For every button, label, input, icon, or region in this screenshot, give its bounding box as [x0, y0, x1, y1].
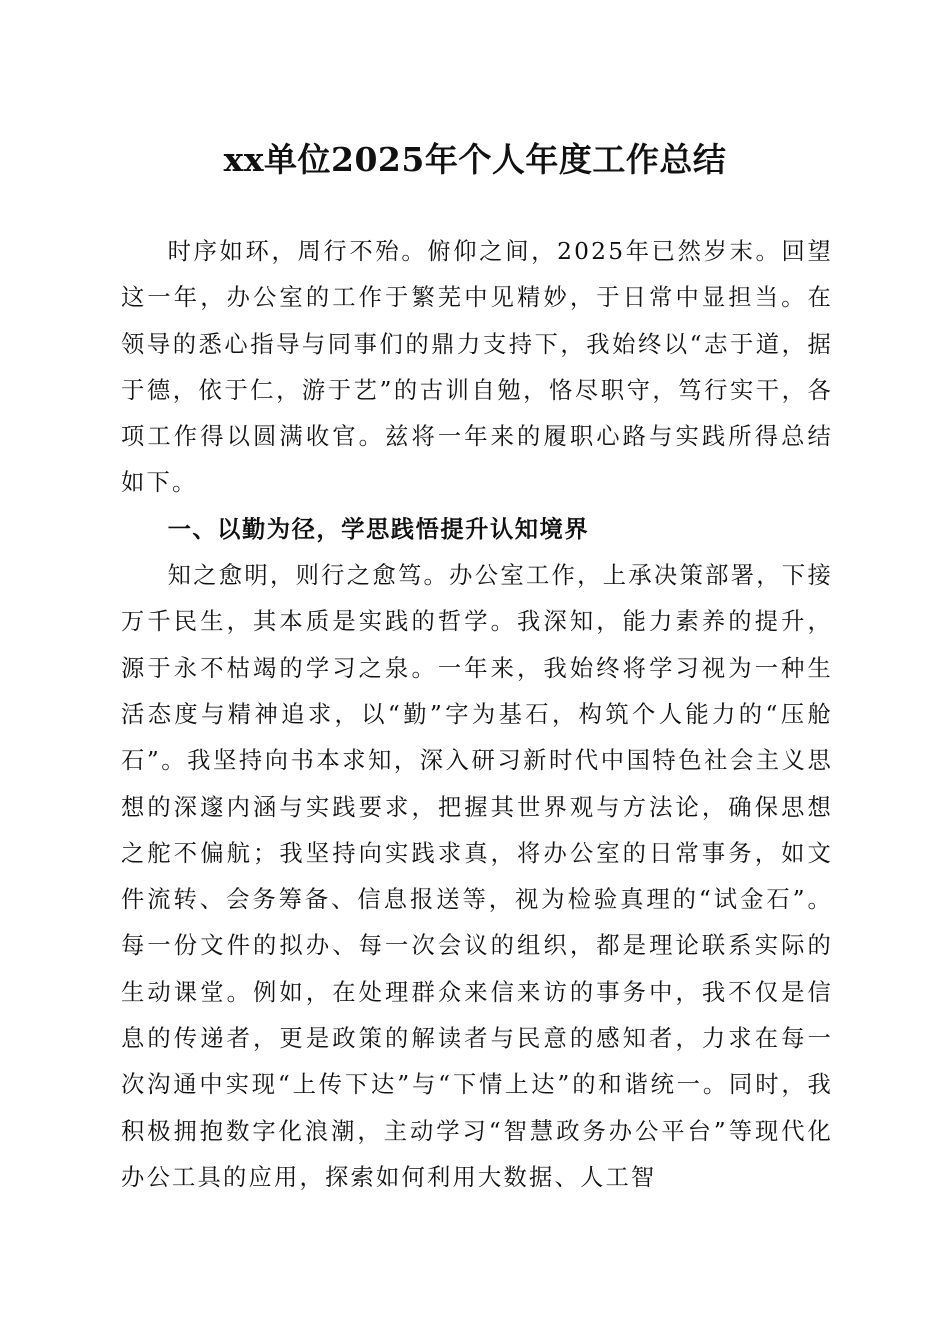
document-body [121, 229, 833, 1201]
document-title: xx单位2025年个人年度工作总结 [223, 140, 727, 179]
section-heading-1: 一、以勤为径，学思践悟提升认知境界 [167, 515, 590, 543]
intro-paragraph: 时序如环，周行不殆。俯仰之间，2025年已然岁末。回望这一年，办公室的工作于繁芜中见精妙，于日常中显担当。在领导的悉心指导与同事们的鼎力支持下，我始终以“志于道，据于德，依于仁，游于艺”的古训自勉，恪尽职守，笃行实干，各项工作得以圆满收官。兹将一年来的履职心路与实践所得总结如下。 [121, 238, 833, 497]
section-1-paragraph: 知之愈明，则行之愈笃。办公室工作，上承决策部署，下接万千民生，其本质是实践的哲学。我深知，能力素养的提升，源于永不枯竭的学习之泉。一年来，我始终将学习视为一种生活态度与精神追求，以“勤”字为基石，构筑个人能力的“压舱石”。我坚持向书本求知，深入研习新时代中国特色社会主义思想的深邃内涵与实践要求，把握其世界观与方法论，确保思想之舵不偏航；我坚持向实践求真，将办公室的日常事务，如文件流转、会务筹备、信息报送等，视为检验真理的“试金石”。每一份文件的拟办、每一次会议的组织，都是理论联系实际的生动课堂。例如，在处理群众来信来访的事务中，我不仅是信息的传递者，更是政策的解读者与民意的感知者，力求在每一次沟通中实现“上传下达”与“下情上达”的和谐统一。同时，我积极拥抱数字化浪潮，主动学习“智慧政务办公平台”等现代化办公工具的应用，探索如何利用大数据、人工智 [121, 562, 833, 1191]
